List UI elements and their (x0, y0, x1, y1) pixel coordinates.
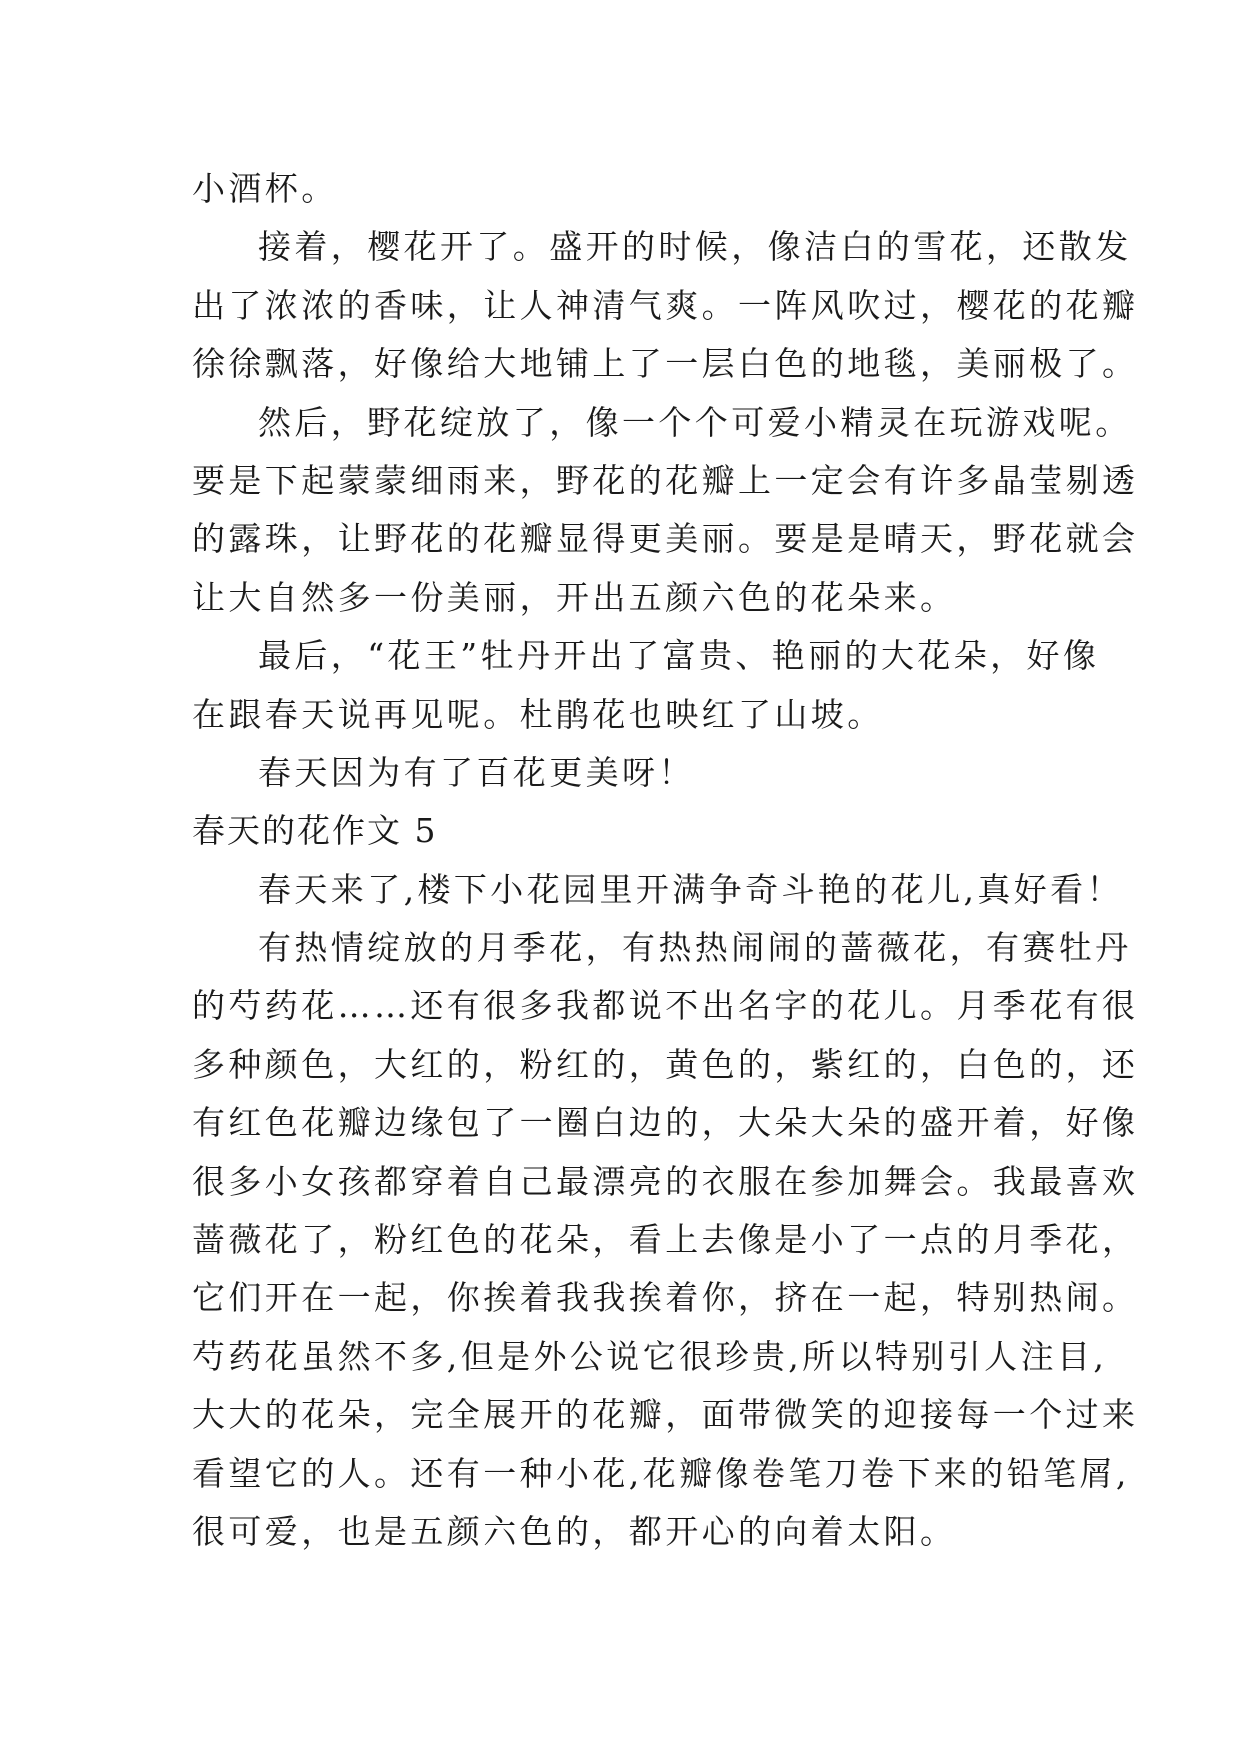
text-line: 在跟春天说再见呢。杜鹃花也映红了山坡。 (192, 694, 884, 734)
text-line: 它们开在一起，你挨着我我挨着你，挤在一起，特别热闹。 (192, 1278, 1139, 1318)
text-line: 多种颜色，大红的，粉红的，黄色的，紫红的，白色的，还 (192, 1044, 1139, 1084)
text-line: 要是下起蒙蒙细雨来，野花的花瓣上一定会有许多晶莹剔透 (192, 460, 1139, 500)
section-title: 春天的花作文 5 (192, 811, 438, 851)
text-line: 大大的花朵，完全展开的花瓣，面带微笑的迎接每一个过来 (192, 1395, 1139, 1435)
text-line: 的露珠，让野花的花瓣显得更美丽。要是是晴天，野花就会 (192, 519, 1139, 559)
text-line: 有红色花瓣边缘包了一圈白边的，大朵大朵的盛开着，好像 (192, 1103, 1139, 1143)
text-line: 蔷薇花了，粉红色的花朵，看上去像是小了一点的月季花， (192, 1220, 1139, 1260)
text-line: 很可爱，也是五颜六色的，都开心的向着太阳。 (192, 1511, 957, 1551)
text-line: 让大自然多一份美丽，开出五颜六色的花朵来。 (192, 577, 957, 617)
paragraph-first-line: 然后，野花绽放了，像一个个可爱小精灵在玩游戏呢。 (258, 402, 1132, 442)
text-line: 小酒杯。 (192, 169, 338, 208)
text-line: 出了浓浓的香味，让人神清气爽。一阵风吹过，樱花的花瓣 (192, 285, 1139, 325)
text-line: 徐徐飘落，好像给大地铺上了一层白色的地毯，美丽极了。 (192, 344, 1139, 384)
text-line: 看望它的人。还有一种小花,花瓣像卷笔刀卷下来的铅笔屑, (192, 1453, 1130, 1493)
text-line: 的芍药花……还有很多我都说不出名字的花儿。月季花有很 (192, 986, 1139, 1026)
paragraph-first-line: 春天因为有了百花更美呀！ (258, 752, 695, 792)
paragraph-first-line: 有热情绽放的月季花，有热热闹闹的蔷薇花，有赛牡丹 (258, 928, 1132, 968)
paragraph-first-line: 接着，樱花开了。盛开的时候，像洁白的雪花，还散发 (258, 227, 1132, 267)
paragraph-first-line: 春天来了,楼下小花园里开满争奇斗艳的花儿,真好看！ (258, 869, 1123, 909)
paragraph-first-line: 最后，“花王”牡丹开出了富贵、艳丽的大花朵，好像 (258, 636, 1100, 676)
text-line: 芍药花虽然不多,但是外公说它很珍贵,所以特别引人注目, (192, 1336, 1108, 1376)
document-body (192, 160, 1139, 1561)
text-line: 很多小女孩都穿着自己最漂亮的衣服在参加舞会。我最喜欢 (192, 1161, 1139, 1201)
